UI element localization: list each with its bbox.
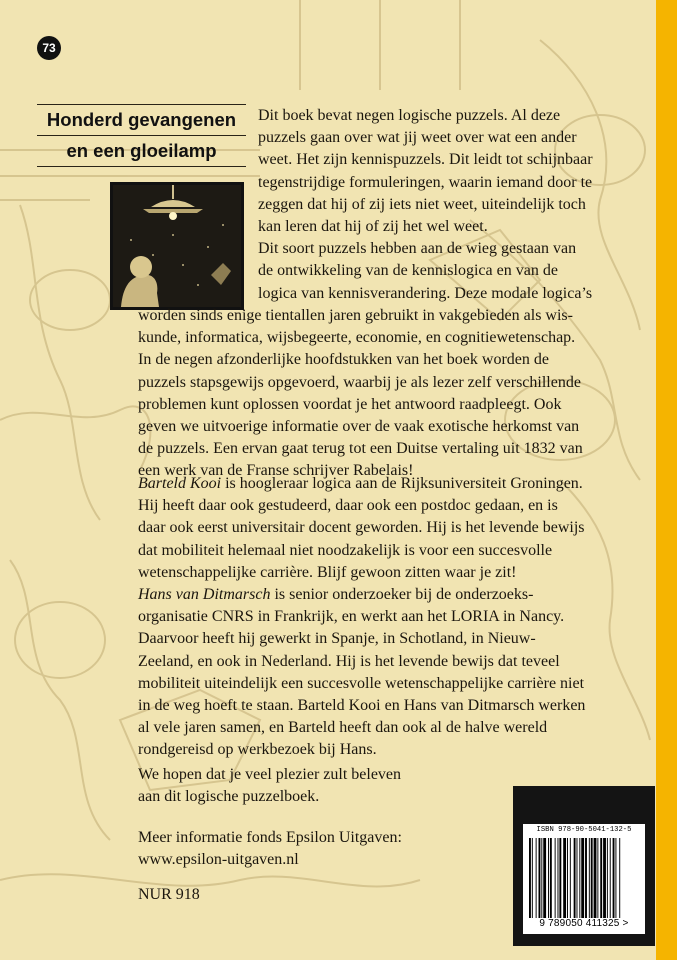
barcode-bar [536, 838, 537, 918]
body-line: puzzels stapsgewijs opgevoerd, waarbij je als lezer zelf verschillende [138, 373, 581, 391]
page-number-badge: 73 [37, 36, 61, 60]
intro-line: puzzels gaan over wat jij weet over wat een ander [258, 129, 577, 147]
title-line-1: Honderd gevangenen [46, 109, 237, 130]
intro-paragraph [258, 105, 593, 305]
barcode-bar [539, 838, 541, 918]
author-ditmarsch-line: mobiliteit uiteindelijk een succesvolle wetenschappelijke carrière niet [138, 674, 585, 692]
barcode-bar [550, 838, 552, 918]
yellow-edge-stripe [656, 0, 677, 960]
barcode-bar [577, 838, 578, 918]
author-kooi-line: dat mobiliteit helemaal niet noodzakelijk is voor een succesvolle [138, 541, 553, 559]
author-ditmarsch-first-line [138, 584, 585, 606]
author-ditmarsch-line: in de weg hoeft te staan. Barteld Kooi en Hans van Ditmarsch werken [138, 697, 586, 715]
barcode-bar [597, 838, 598, 918]
barcode-bar [610, 838, 611, 918]
barcode-bar [570, 838, 571, 918]
barcode-bar [555, 838, 556, 918]
nur-line: NUR 918 [138, 886, 200, 903]
barcode-bar [567, 838, 568, 918]
body-line: problemen kunt oplossen voordat je het antwoord raadpleegt. Ook [138, 395, 562, 413]
barcode-bar [548, 838, 549, 918]
author-name-ditmarsch: Hans van Ditmarsch [138, 586, 271, 604]
barcode-bar [581, 838, 584, 918]
info-paragraph [138, 827, 402, 871]
cover-thumbnail [110, 182, 244, 310]
intro-line: logica van kennisverandering. Deze modale logica’s [258, 284, 593, 302]
body-paragraph [138, 305, 583, 483]
author-ditmarsch-line: rondgereisd op werkbezoek bij Hans. [138, 741, 377, 759]
author-ditmarsch-line: Daarvoor heeft hij gewerkt in Spanje, in Schotland, in Nieuw- [138, 630, 536, 648]
authors-paragraph [138, 473, 585, 762]
closing-line: We hopen dat je veel plezier zult beleven [138, 766, 402, 783]
title-rule-top [37, 104, 246, 105]
barcode-bar [613, 838, 615, 918]
author-kooi-first-line [138, 473, 585, 495]
nur-code [138, 884, 200, 906]
author-kooi-intro: is hoogleraar logica aan de Rijksuniversiteit Groningen. [221, 475, 583, 492]
barcode-bar [585, 838, 587, 918]
isbn-label: ISBN 978-90-5041-132-5 [536, 826, 632, 834]
barcode-bar [607, 838, 608, 918]
closing-paragraph [138, 764, 401, 808]
intro-line: kan leren dat hij of zij het wel weet. [258, 218, 488, 236]
title-rule-bottom [37, 166, 246, 167]
body-line: kunde, informatica, wijsbegeerte, economie, en cognitiewetenschap. [138, 329, 576, 347]
author-ditmarsch-line: organisatie CNRS in Frankrijk, en werkt aan het LORIA in Nancy. [138, 608, 565, 626]
author-name-kooi: Barteld Kooi [138, 475, 222, 492]
title-line-2: en een gloeilamp [66, 140, 217, 161]
intro-line: Dit soort puzzels hebben aan de wieg gestaan van [258, 240, 577, 258]
body-line: geven we uitvoerige informatie over de vaak exotische herkomst van [138, 418, 580, 436]
author-kooi-line: wetenschappelijke carrière. Blijf gewoon zitten waar je zit! [138, 563, 517, 581]
body-line: een werk van de Franse schrijver Rabelais! [138, 462, 414, 480]
barcode-bar [619, 838, 620, 918]
barcode-label [523, 824, 645, 934]
author-ditmarsch-line: Zeeland, en ook in Nederland. Hij is het levende bewijs dat teveel [138, 652, 560, 670]
author-ditmarsch-intro: is senior onderzoeker bij de onderzoeks- [270, 586, 534, 604]
intro-line: zeggen dat hij of zij iets niet weet, uiteindelijk toch [258, 195, 586, 213]
body-line: In de negen afzonderlijke hoofdstukken van het boek worden de [138, 351, 549, 369]
title-rule-middle [37, 135, 246, 136]
author-kooi-line: Hij heeft daar ook gestudeerd, daar ook een postdoc gedaan, en is [138, 497, 558, 515]
publisher-link[interactable]: www.epsilon-uitgaven.nl [138, 851, 299, 869]
barcode-bar [529, 838, 531, 918]
barcode-bar [558, 838, 559, 918]
barcode-bar [543, 838, 546, 918]
barcode-bar [579, 838, 580, 918]
barcode-bar [594, 838, 597, 918]
barcode-bar [603, 838, 606, 918]
barcode-bar [532, 838, 533, 918]
barcode-panel [513, 786, 655, 946]
author-kooi-line: daar ook eerst universitair docent geworden. Hij is het levende bewijs [138, 519, 585, 537]
barcode-bar [563, 838, 566, 918]
closing-line: aan dit logische puzzelboek. [138, 788, 320, 806]
lightbulb-prisoner-illustration-icon [113, 185, 241, 307]
intro-line: Dit boek bevat negen logische puzzels. Al deze [258, 107, 561, 124]
intro-line: weet. Het zijn kennispuzzels. Dit leidt tot schijnbaar [258, 151, 593, 169]
body-line: worden sinds enige tientallen jaren gebruikt in vakgebieden als wis- [138, 307, 573, 324]
barcode-bar [615, 838, 616, 918]
author-ditmarsch-line: al vele jaren samen, en Barteld heeft dan ook al de halve wereld [138, 719, 548, 737]
book-title [37, 104, 246, 167]
intro-line: tegenstrijdige formuleringen, waarin iemand door te [258, 173, 593, 191]
barcode-bar [574, 838, 576, 918]
intro-line: de ontwikkeling van de kennislogica en van de [258, 262, 558, 280]
barcode-bar [591, 838, 593, 918]
body-line: de puzzels. Een ervan gaat terug tot een Duitse vertaling uit 1832 van [138, 440, 583, 458]
barcode-bars-icon [529, 838, 641, 918]
info-line: Meer informatie fonds Epsilon Uitgaven: [138, 829, 402, 846]
barcode-digits: 9 789050 411325 > [539, 918, 629, 929]
barcode-bar [589, 838, 590, 918]
barcode-bar [600, 838, 602, 918]
barcode-bar [559, 838, 561, 918]
barcode-bar [541, 838, 542, 918]
